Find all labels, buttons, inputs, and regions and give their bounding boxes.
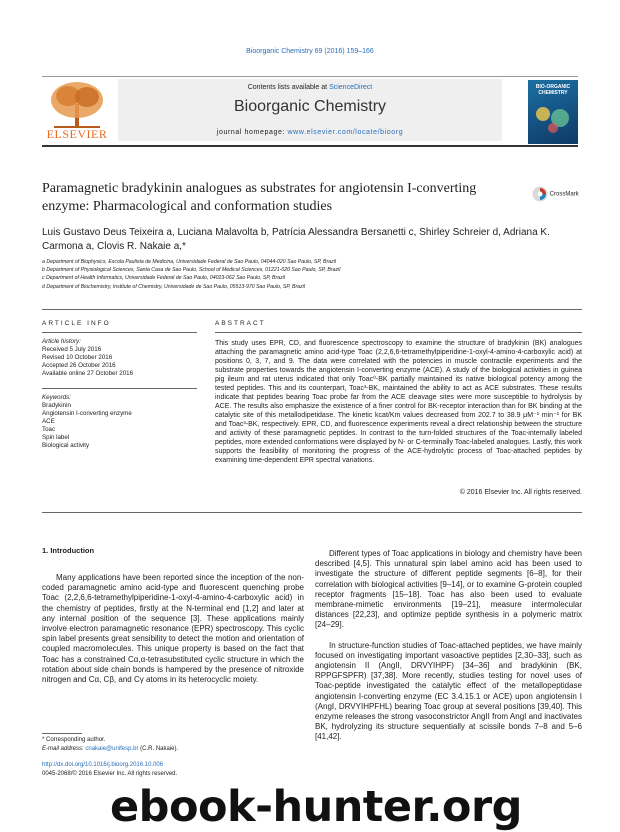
body-divider <box>42 512 582 513</box>
intro-column-1: Many applications have been reported since the inception of the non-coded paramagnetic amino acid-type and fluorescent quenching probe Toac (2,2,6,6-tetramethylpiperidine-1-oxyl-4-amino-4-carboxylic acid) in the chemistry of peptides, firstly at the N-terminal end [1,2] and later at any internal position of the sequence [3]. These applications mainly involve electron paramagnetic resonance (EPR) spectroscopy. This cyclic spin label presents great sensibility to detect the motion and orientation of coupled macromolecules. This unique property is based on the fact that Toac has a constrained Cα,α-tetrasubstituted cyclic structure in which the rotation about side chain bonds is hampered by the presence of nitroxide nitrogen and Cα, Cβ, and Cγ atoms in its heterocyclic moiety. <box>42 573 304 685</box>
article-info-divider <box>42 332 197 333</box>
intro-paragraph: Different types of Toac applications in biology and chemistry have been described [4,5]. This unnatural spin label amino acid has been used to investigate the structure of different peptide segments [6–8], for their correlation with biological activities [9–14], or to examine G-protein coupled receptor fragments [15–18]. Toac has also been used to evaluate membrane-mimetic environments [19–21], measure intermolecular distances [22,23], and optimize peptide synthesis in a polymeric matrix [24–29]. <box>315 549 582 630</box>
history-label: Article history: <box>42 338 81 345</box>
history-online: Available online 27 October 2016 <box>42 370 134 377</box>
introduction-heading: 1. Introduction <box>42 546 95 555</box>
keyword-item: Bradykinin <box>42 402 71 409</box>
affiliation-a: a Department of Biophysics, Escola Paulista de Medicina, Universidade Federal de Sao Paulo, 04044-020 Sao Paulo, SP, Brazil <box>42 259 337 265</box>
contents-prefix: Contents lists available at <box>247 84 330 91</box>
journal-title: Bioorganic Chemistry <box>233 98 387 115</box>
keywords-divider <box>42 388 197 389</box>
abstract-copyright: © 2016 Elsevier Inc. All rights reserved. <box>459 489 582 496</box>
author-list: Luis Gustavo Deus Teixeira a, Luciana Malavolta b, Patrícia Alessandra Bersanetti c, Shirley Schreier d, Adriana K. Carmona a, Clovis R. Nakaie a,* <box>42 227 550 252</box>
keyword-item: ACE <box>42 418 55 425</box>
history-revised: Revised 10 October 2016 <box>42 354 113 361</box>
contents-line <box>118 84 502 91</box>
email-label: E-mail address: <box>42 746 86 752</box>
abstract-divider <box>215 332 582 333</box>
keyword-list <box>42 394 192 450</box>
issn-line: 0045-2068/© 2016 Elsevier Inc. All rights reserved. <box>42 771 178 777</box>
intro-paragraph: In structure-function studies of Toac-attached peptides, we have mainly focused on investigating important vasoactive peptides [2,30–33], such as angiotensin II (AngII, DRVYIHPF) [34–36] and bradykinin (BK, RPPGFSPFR) [37,38]. More recently, studies testing for novel uses of Toac-peptide investigated the catalytic effect of the metallopeptidase angiotensin I-converting enzyme (EC 3.4.15.1 or ACE) upon angiotensin I (AngI, DRVYIHPFHL) bearing Toac group at several positions [39,40]. This enzyme releases the strong vasoconstrictor AngII from AngI and inactivates BK, hydrolyzing its structure sequentially at scissile bonds 7–8 and 5–6 [41,42]. <box>315 640 582 742</box>
affiliation-c: c Department of Health Informatics, Universidade Federal de Sao Paulo, 04023-062 Sao Paulo, SP, Brazil <box>42 275 285 281</box>
history-received: Received 5 July 2016 <box>42 346 102 353</box>
cover-title: BIO-ORGANIC CHEMISTRY <box>535 84 571 96</box>
crossmark-badge[interactable] <box>532 186 582 204</box>
journal-cover <box>528 80 578 144</box>
journal-homepage <box>118 129 502 136</box>
cover-molecule-icon <box>528 96 578 136</box>
crossmark-label: CrossMark <box>549 191 579 198</box>
keyword-item: Angiotensin I-converting enzyme <box>42 410 132 417</box>
abstract-text: This study uses EPR, CD, and fluorescence spectroscopy to examine the structure of bradykinin (BK) analogues attaching the paramagnetic amino acid-type Toac (2,2,6,6-tetramethylpiperidine-1-oxyl-4-amino-4-carboxylic acid) at positions 0, 3, 7, and 9. The data were correlated with the potencies in muscle contractile experiments and the substrate properties towards the angiotensin I-converting enzyme (ACE). A study of the biological activities in guinea pig ileum and rat uterus indicated that only Toac⁰-BK partially maintained its native biological potency among the tested peptides. This and its counterpart, Toac³-BK, maintained the ability to act as ACE substrates. These results indicate that peptides bearing Toac probe far from the ACE cleavage sites were more susceptible to hydrolysis by ACE. The results also emphasize the existence of a finer control for BK-receptor interaction than for BK binding at the catalytic site of this metallodipetidase. The kinetic kcat/Km values decreased from 202.7 to 38.9 μM⁻¹ min⁻¹ for BK and Toac³-BK, respectively. EPR, CD, and fluorescence experiments reveal a direct relationship between the structure and activity of these paramagnetic peptides. In contrast to the turn-folded structures of the Toac-internally labeled peptides, more extended conformations were displayed by N- or C-terminally Toac-labeled analogues. Lastly, this work supports the feasibility of monitoring the progress of the ACE-hydrolytic process of Toac-attached peptides by examining time-dependent EPR spectral variations. <box>215 340 582 464</box>
keyword-item: Toac <box>42 426 56 433</box>
doi-link[interactable]: http://dx.doi.org/10.1016/j.bioorg.2016.10.006 <box>42 762 164 768</box>
keyword-item: Spin label <box>42 434 70 441</box>
affiliation-d: d Department of Biochemistry, Institute of Chemistry, Universidade de Sao Paulo, 05513-970 Sao Paulo, SP, Brazil <box>42 284 305 290</box>
section-divider <box>42 309 582 310</box>
keywords-label: Keywords: <box>42 394 71 401</box>
publisher-name: ELSEVIER <box>46 127 108 141</box>
crossmark-icon <box>532 186 548 202</box>
article-history <box>42 338 192 378</box>
affiliation-b: b Department of Physiological Sciences, Santa Casa de Sao Paulo, School of Medical Sciences, 01221-020 Sao Paulo, SP, Brazil <box>42 267 341 273</box>
intro-column-2 <box>315 549 582 743</box>
email-suffix: (C.R. Nakaie). <box>138 746 179 752</box>
keyword-item: Biological activity <box>42 442 90 449</box>
homepage-prefix: journal homepage: <box>216 129 288 136</box>
email-link[interactable]: cnakaie@unifesp.br <box>85 746 139 752</box>
sciencedirect-link[interactable]: ScienceDirect <box>329 84 373 91</box>
tree-icon <box>44 80 110 130</box>
history-accepted: Accepted 26 October 2016 <box>42 362 116 369</box>
abstract-heading: ABSTRACT <box>215 320 266 327</box>
homepage-link[interactable]: www.elsevier.com/locate/bioorg <box>287 129 404 136</box>
footnote-divider <box>42 733 82 734</box>
journal-citation[interactable]: Bioorganic Chemistry 69 (2016) 159–166 <box>246 48 374 55</box>
email-note <box>42 746 178 752</box>
article-info-heading: ARTICLE INFO <box>42 320 111 327</box>
corresponding-author-note: * Corresponding author. <box>42 737 106 743</box>
watermark-text: ebook-hunter.org <box>110 782 522 832</box>
article-title: Paramagnetic bradykinin analogues as substrates for angiotensin I-converting enzyme: Pharmacological and conformation studies <box>42 181 477 214</box>
elsevier-logo <box>44 80 110 142</box>
